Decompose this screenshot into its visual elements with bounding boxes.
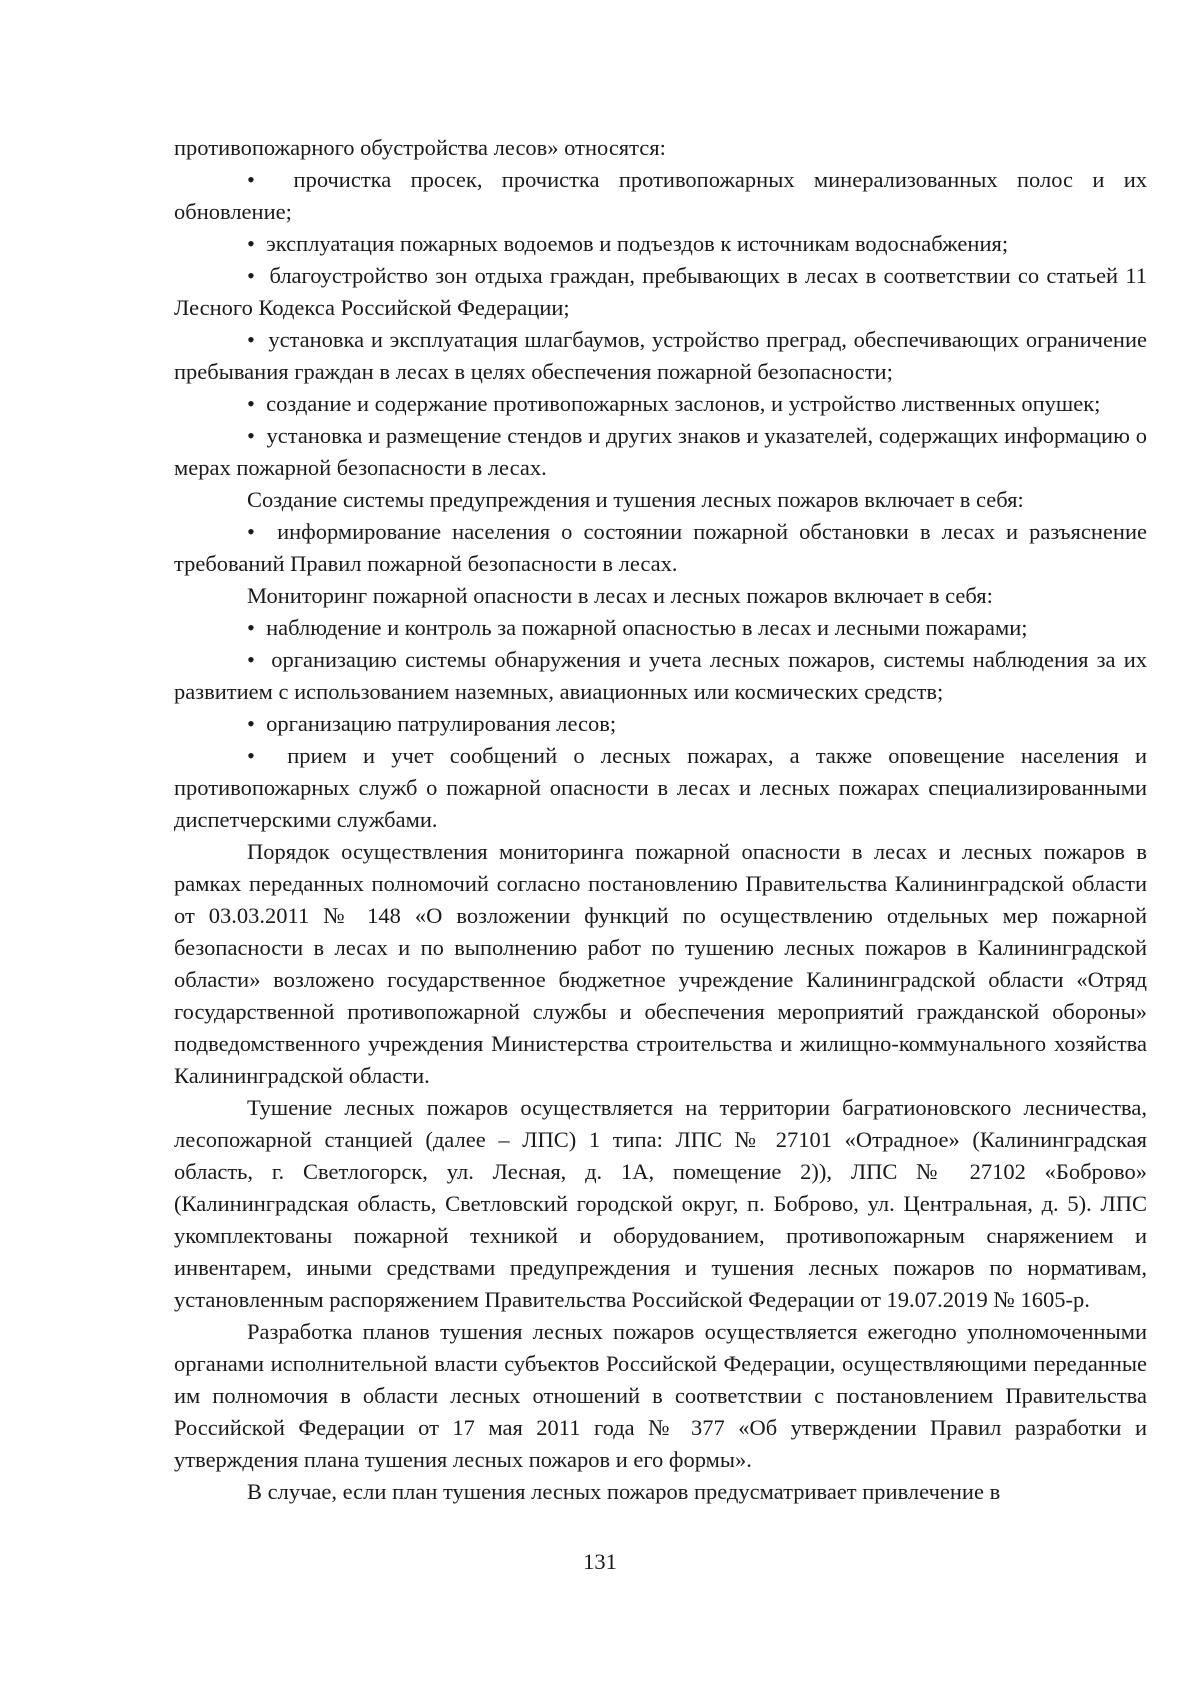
bullet-item: • прием и учет сообщений о лесных пожарах, а также оповещение населения и противопожарных служб о пожарной опасности в лесах и лесных пожарах специализированными диспетчерскими службами. — [174, 740, 1147, 836]
body-paragraph: Мониторинг пожарной опасности в лесах и лесных пожаров включает в себя: — [247, 583, 993, 608]
bullet-item: • установка и эксплуатация шлагбаумов, устройство преград, обеспечивающих ограничение пребывания граждан в лесах в целях обеспечения пожарной безопасности; — [174, 324, 1147, 388]
continuation-paragraph: противопожарного обустройства лесов» относятся: — [174, 135, 666, 160]
bullet-item: • информирование населения о состоянии пожарной обстановки в лесах и разъяснение требований Правил пожарной безопасности в лесах. — [174, 516, 1147, 580]
document-body — [174, 132, 1147, 1508]
bullet-item: • эксплуатация пожарных водоемов и подъездов к источникам водоснабжения; — [174, 228, 1147, 260]
bullet-item: • создание и содержание противопожарных заслонов, и устройство лиственных опушек; — [174, 388, 1147, 420]
bullet-item: • организацию патрулирования лесов; — [174, 708, 1147, 740]
bullet-item: • установка и размещение стендов и других знаков и указателей, содержащих информацию о мерах пожарной безопасности в лесах. — [174, 420, 1147, 484]
body-paragraph: Создание системы предупреждения и тушения лесных пожаров включает в себя: — [247, 487, 1024, 512]
body-paragraph: В случае, если план тушения лесных пожаров предусматривает привлечение в — [247, 1479, 1001, 1504]
bullet-item: • прочистка просек, прочистка противопожарных минерализованных полос и их обновление; — [174, 164, 1147, 228]
body-paragraph: Порядок осуществления мониторинга пожарной опасности в лесах и лесных пожаров в рамках переданных полномочий согласно постановлению Правительства Калининградской области от 03.03.2011 № 148 «О возложении функций по осуществлению отдельных мер пожарной безопасности в лесах и по выполнению работ по тушению лесных пожаров в Калининградской области» возложено государственное бюджетное учреждение Калининградской области «Отряд государственной противопожарной службы и обеспечения мероприятий гражданской обороны» подведомственного учреждения Министерства строительства и жилищно-коммунального хозяйства Калининградской области. — [174, 839, 1147, 1088]
page-number: 131 — [583, 1549, 617, 1574]
body-paragraph: Тушение лесных пожаров осуществляется на территории багратионовского лесничества, лесопожарной станцией (далее – ЛПС) 1 типа: ЛПС № 27101 «Отрадное» (Калининградская область, г. Светлогорск, ул. Лесная, д. 1А, помещение 2)), ЛПС № 27102 «Боброво» (Калининградская область, Светловский городской округ, п. Боброво, ул. Центральная, д. 5). ЛПС укомплектованы пожарной техникой и оборудованием, противопожарным снаряжением и инвентарем, иными средствами предупреждения и тушения лесных пожаров по нормативам, установленным распоряжением Правительства Российской Федерации от 19.07.2019 № 1605-р. — [174, 1095, 1147, 1312]
bullet-item: • благоустройство зон отдыха граждан, пребывающих в лесах в соответствии со статьей 11 Лесного Кодекса Российской Федерации; — [174, 260, 1147, 324]
bullet-item: • организацию системы обнаружения и учета лесных пожаров, системы наблюдения за их развитием с использованием наземных, авиационных или космических средств; — [174, 644, 1147, 708]
bullet-item: • наблюдение и контроль за пожарной опасностью в лесах и лесными пожарами; — [174, 612, 1147, 644]
body-paragraph: Разработка планов тушения лесных пожаров осуществляется ежегодно уполномоченными органами исполнительной власти субъектов Российской Федерации, осуществляющими переданные им полномочия в области лесных отношений в соответствии с постановлением Правительства Российской Федерации от 17 мая 2011 года № 377 «Об утверждении Правил разработки и утверждения плана тушения лесных пожаров и его формы». — [174, 1319, 1147, 1472]
